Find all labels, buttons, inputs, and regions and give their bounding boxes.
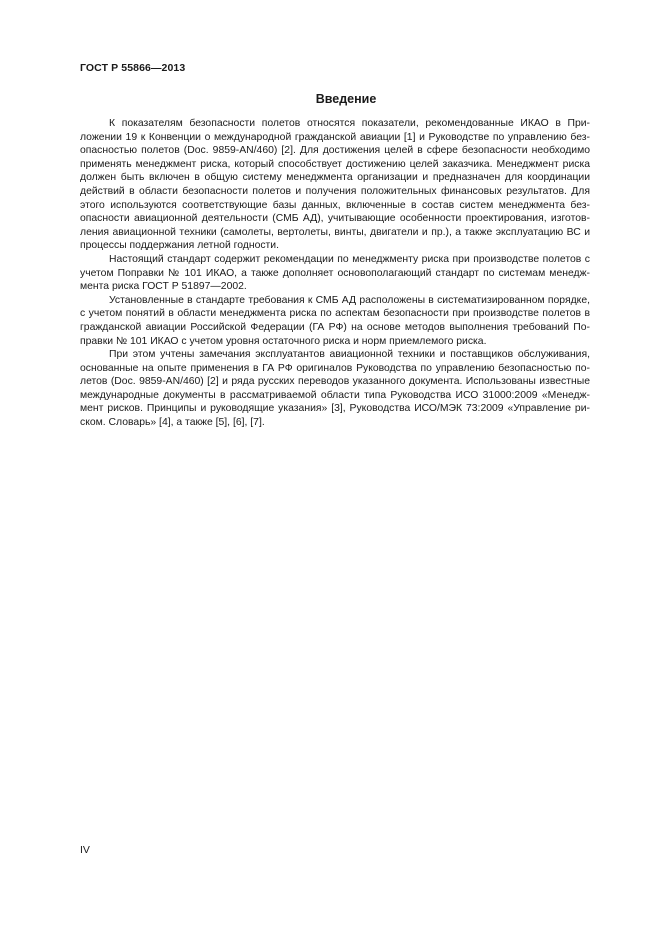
paragraph: Настоящий стандарт содержит рекомендации по менеджменту риска при производстве полетов с учетом Поправки № 101 ИКАО, а также дополняет основополагающий стандарт по системам менеджмента риска ГОСТ Р 51897—2002. <box>80 253 590 293</box>
document-code-header: ГОСТ Р 55866—2013 <box>80 62 186 74</box>
paragraph: При этом учтены замечания эксплуатантов авиационной техники и поставщиков обслуживания, основанные на опыте применения в ГА РФ оригиналов Руководства по управлению безопасностью полетов (Doc. 9859-AN/460) [2] и ряда русских переводов указанного документа. Использованы известные международные документы в рассматриваемой области типа Руководства ИСО 31000:2009 «Менеджмент рисков. Принципы и руководящие указания» [3], Руководства ИСО/МЭК 73:2009 «Управление риском. Словарь» [4], а также [5], [6], [7]. <box>80 349 590 429</box>
paragraph: Установленные в стандарте требования к СМБ АД расположены в систематизированном порядке, с учетом понятий в области менеджмента риска по аспектам безопасности при производстве полетов в гражданской авиации Российской Федерации (ГА РФ) на основе методов выполнения требований Поправки № 101 ИКАО с учетом уровня остаточного риска и норм приемлемого риска. <box>80 294 590 347</box>
paragraph: К показателям безопасности полетов относятся показатели, рекомендованные ИКАО в Приложении 19 к Конвенции о международной гражданской авиации [1] и Руководстве по управлению безопасностью полетов (Doc. 9859-AN/460) [2]. Для достижения целей в сфере безопасности необходимо применять менеджмент риска, который способствует достижению целей заказчика. Менеджмент риска должен быть включен в общую систему менеджмента организации и предназначен для координации действий в области безопасности полетов и получения положительных финансовых результатов. Для этого используются соответствующие базы данных, включенные в состав систем менеджмента безопасности авиационной деятельности (СМБ АД), учитывающие особенности проектирования, изготовления авиационной техники (самолеты, вертолеты, винты, двигатели и пр.), а также эксплуатацию ВС и процессы поддержания летной годности. <box>80 118 590 252</box>
page-number: IV <box>80 844 90 856</box>
section-title: Введение <box>315 92 377 106</box>
introduction-body <box>80 117 590 430</box>
